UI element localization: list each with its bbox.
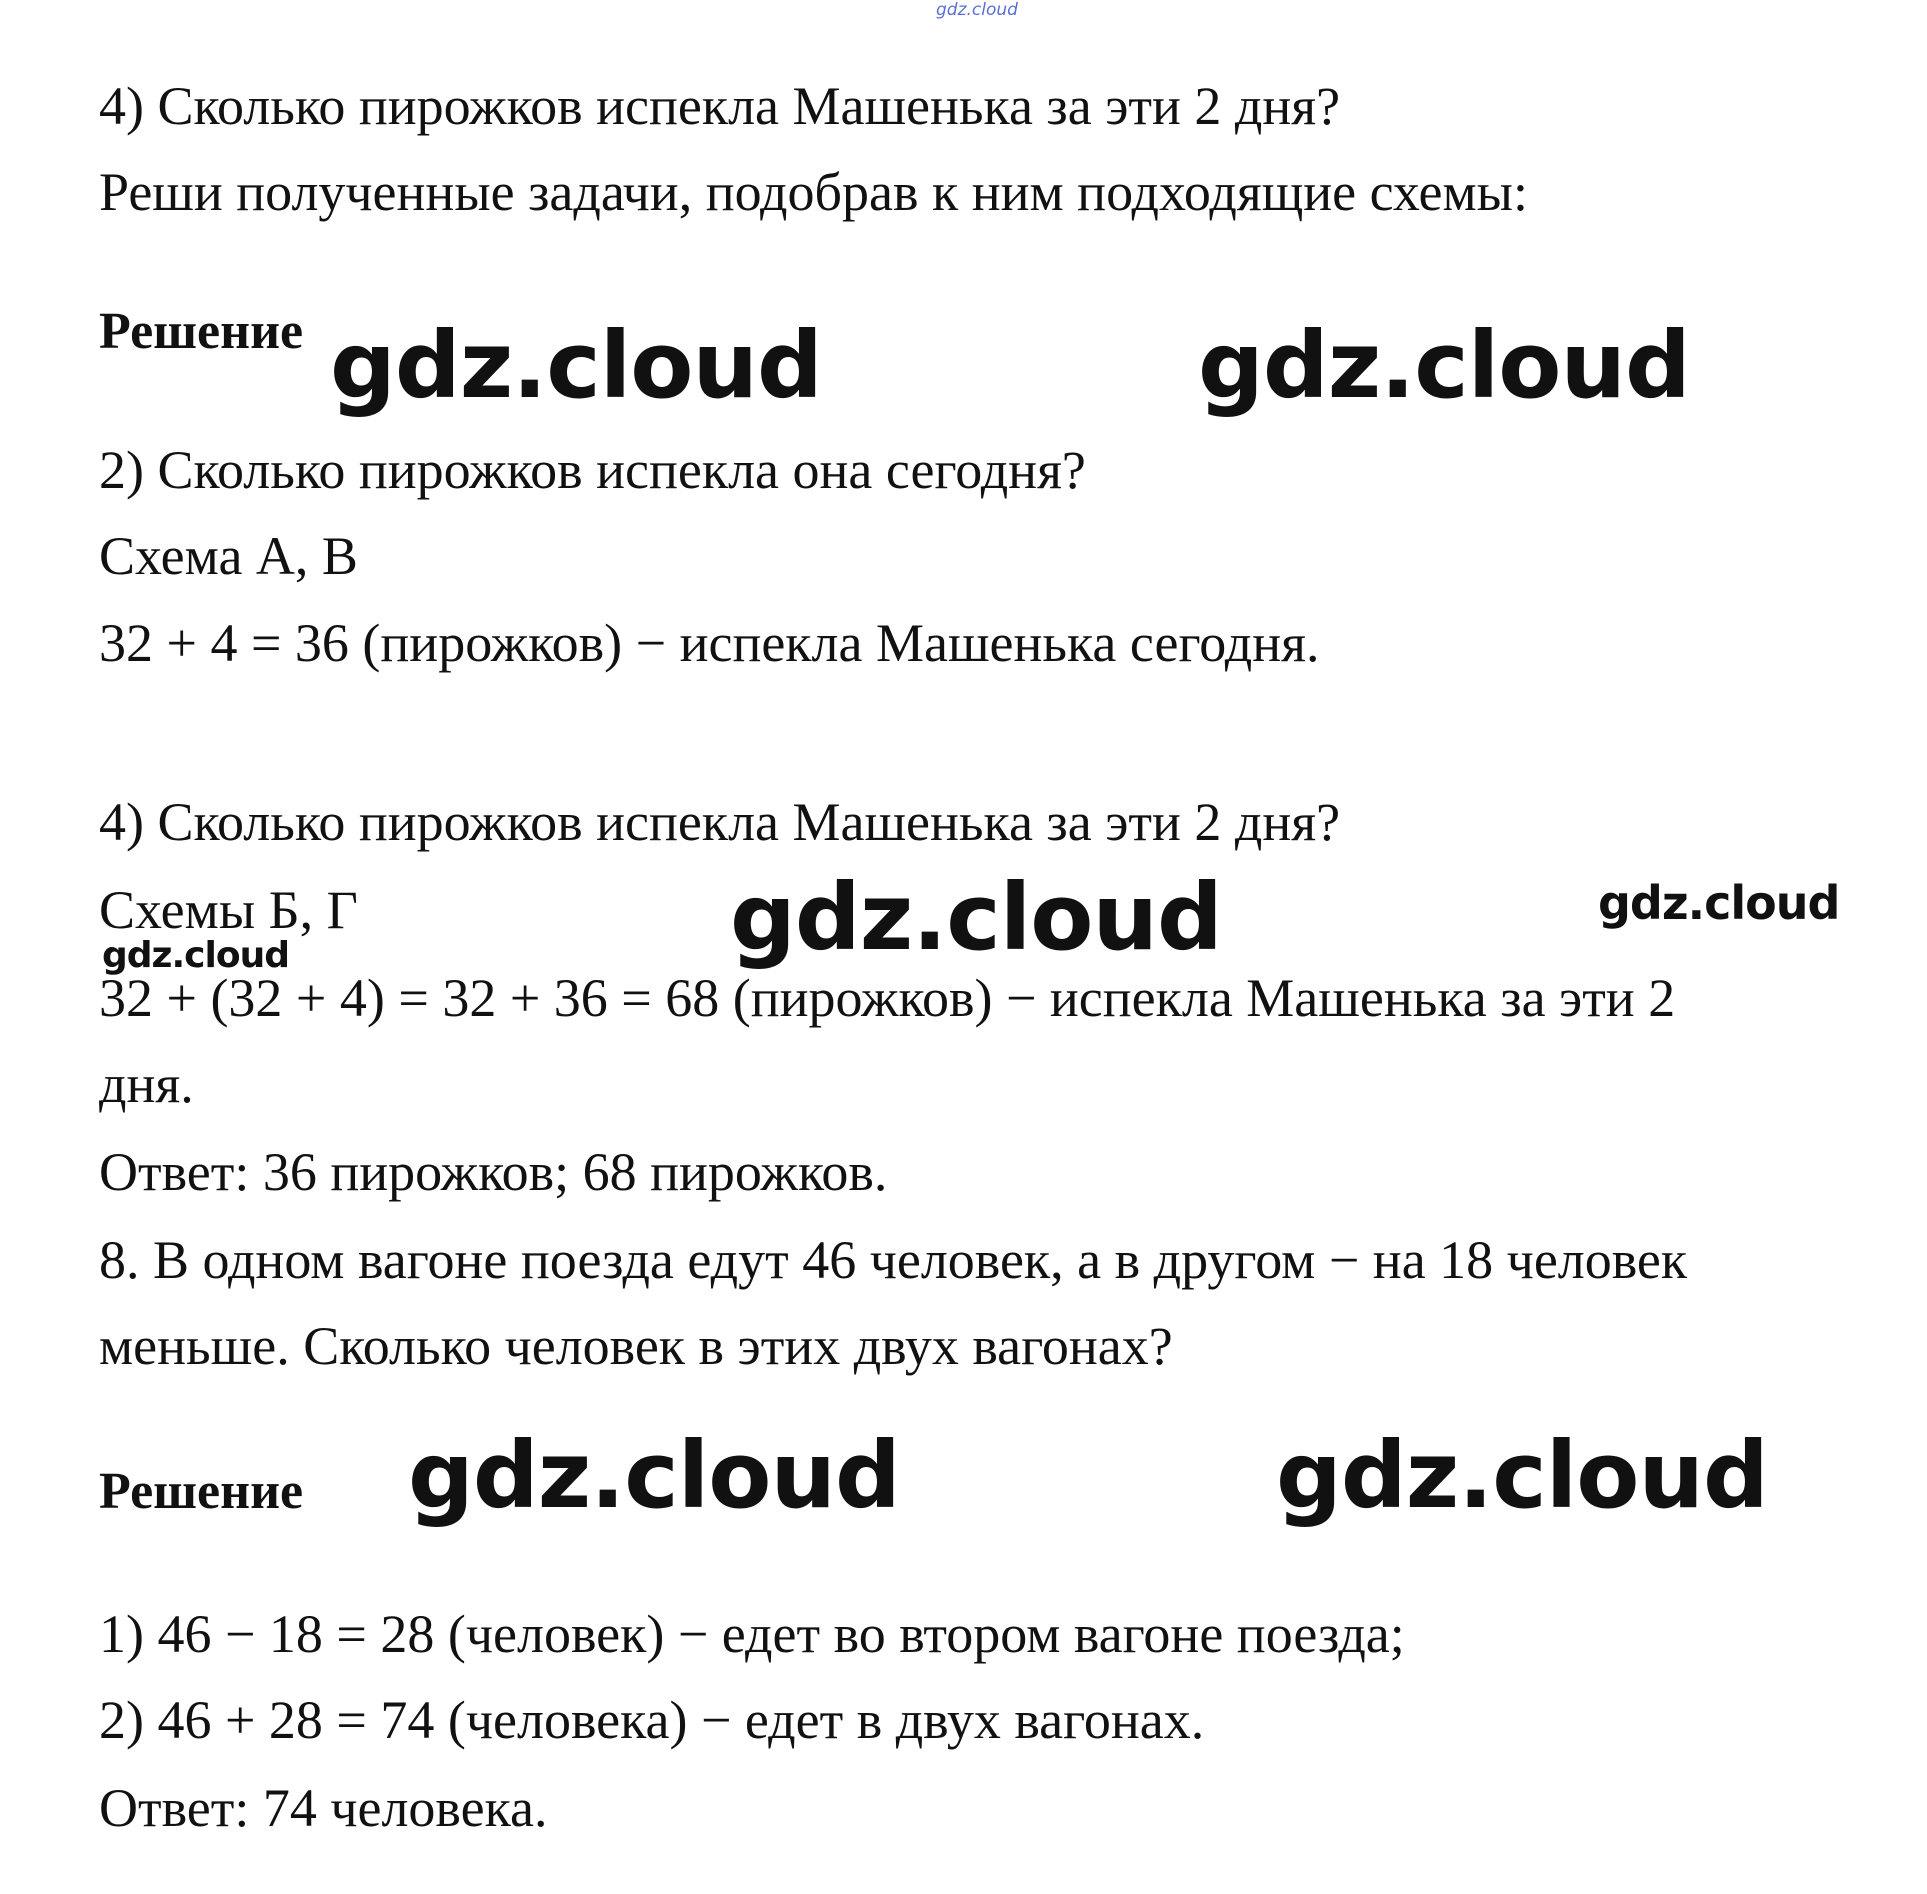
step-1: 1) 46 − 18 = 28 (человек) − едет во втором вагоне поезда;	[99, 1604, 1405, 1664]
equation-1: 32 + 4 = 36 (пирожков) − испекла Машенька сегодня.	[99, 613, 1320, 673]
question-2: 2) Сколько пирожков испекла она сегодня?	[99, 440, 1086, 500]
question-4-heading: 4) Сколько пирожков испекла Машенька за эти 2 дня?	[99, 76, 1341, 136]
solution-label-2: Решение	[99, 1463, 304, 1520]
watermark-7: gdz.cloud	[1276, 1422, 1768, 1529]
equation-2: 32 + (32 + 4) = 32 + 36 = 68 (пирожков) − испекла Машенька за эти 2	[99, 968, 1676, 1028]
watermark-4: gdz.cloud	[1598, 876, 1840, 930]
watermark-top: gdz.cloud	[936, 0, 1018, 20]
watermark-3: gdz.cloud	[730, 864, 1222, 971]
answer-1: Ответ: 36 пирожков; 68 пирожков.	[99, 1142, 888, 1202]
task-instruction: Реши полученные задачи, подобрав к ним подходящие схемы:	[99, 162, 1528, 222]
scheme-a-v: Схема А, В	[99, 526, 358, 586]
step-2: 2) 46 + 28 = 74 (человека) − едет в двух вагонах.	[99, 1690, 1205, 1750]
equation-2-cont: дня.	[99, 1054, 194, 1114]
watermark-5: gdz.cloud	[102, 935, 289, 976]
problem-8-cont: меньше. Сколько человек в этих двух вагонах?	[99, 1316, 1173, 1376]
answer-2: Ответ: 74 человека.	[99, 1778, 548, 1838]
watermark-6: gdz.cloud	[408, 1422, 900, 1529]
question-4: 4) Сколько пирожков испекла Машенька за эти 2 дня?	[99, 792, 1341, 852]
scheme-b-g: Схемы Б, Г	[99, 880, 358, 940]
watermark-1: gdz.cloud	[330, 312, 822, 419]
problem-8: 8. В одном вагоне поезда едут 46 человек, а в другом − на 18 человек	[99, 1230, 1688, 1290]
solution-label-1: Решение	[99, 303, 304, 360]
watermark-2: gdz.cloud	[1198, 312, 1690, 419]
